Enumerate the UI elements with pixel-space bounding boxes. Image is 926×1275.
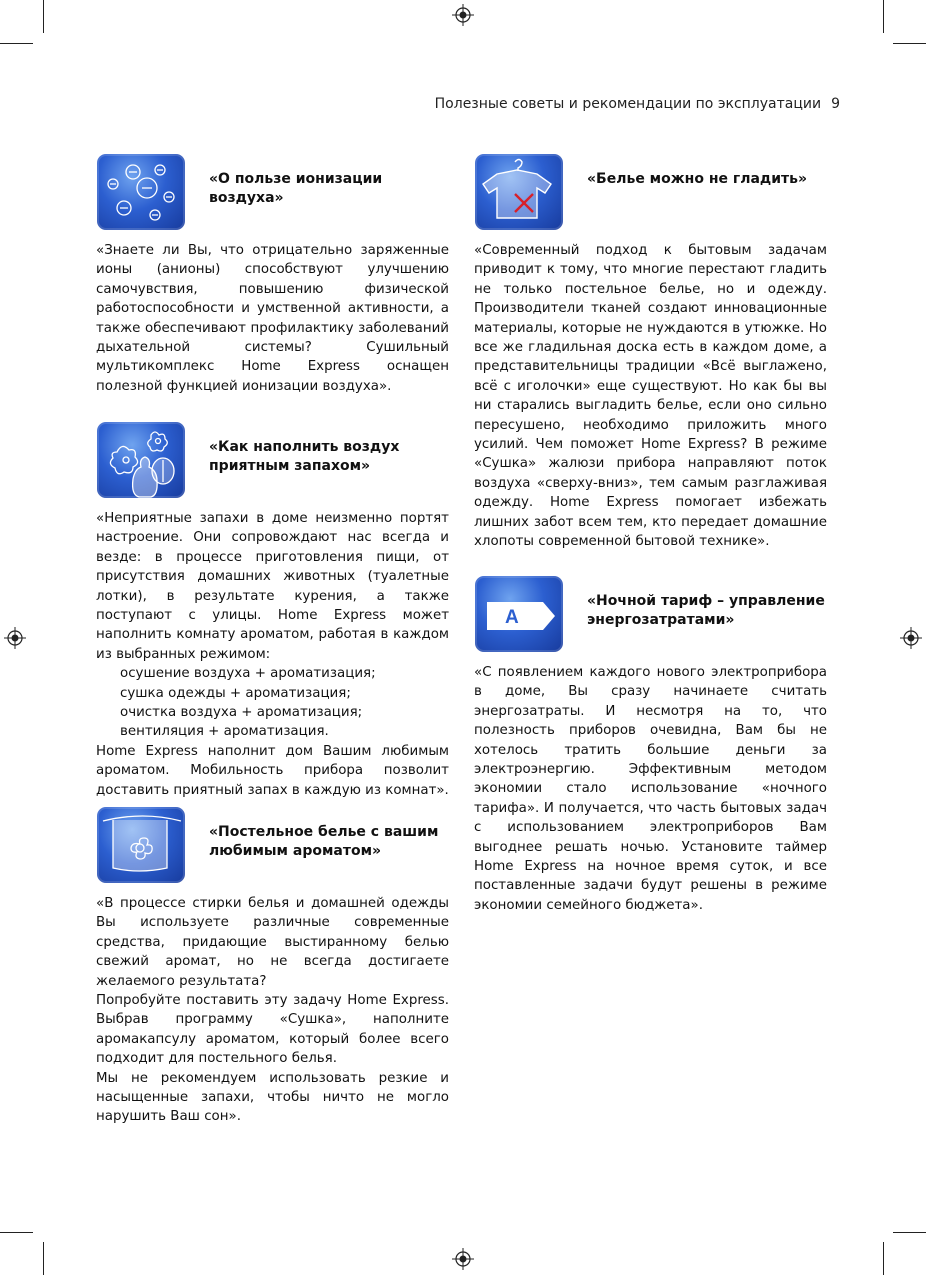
list-item: вентиляция + ароматизация. xyxy=(120,724,329,740)
crop-mark xyxy=(883,0,884,33)
section-title: «О пользе ионизации воздуха» xyxy=(209,171,383,206)
list-item: очистка воздуха + ароматизация; xyxy=(120,705,363,721)
energy-class-a-icon xyxy=(475,576,563,652)
section-paragraph: Попробуйте поставить эту задачу Home Express. Выбрав программу «Сушка», наполните аромакапсулу ароматом, который более всего подходит для постельного белья. xyxy=(96,993,449,1067)
list-item: осушение воздуха + ароматизация; xyxy=(120,666,376,682)
no-ironing-shirt-icon xyxy=(475,154,563,230)
crop-mark xyxy=(893,43,926,44)
section-paragraph: «Неприятные запахи в доме неизменно портят настроение. Они сопровождают нас всегда и везде: в процессе приготовления пищи, от присутствия домашних животных (туалетные лотки), в результате курения, а также поступают с улицы. Home Express может наполнить комнату ароматом, работая в каждом из выбранных режимом: xyxy=(96,511,449,662)
section-bed-linen xyxy=(96,807,449,1127)
section-paragraph: Home Express наполнит дом Вашим любимым ароматом. Мобильность прибора позволит доставить приятный запах в каждую из комнат». xyxy=(96,743,449,798)
section-paragraph: «С появлением каждого нового электроприбора в доме, Вы сразу начинаете считать энергозатраты. И несмотря на то, что полезность приборов очевидна, Вам бы не хотелось тратить большие деньги за электроэнергию. Эффективным методом экономии стало использование «ночного тарифа». И получается, что часть бытовых задач с использованием электроприборов Вам выгоднее решать ночью. Установите таймер Home Express на ночное время суток, и все поставленные задачи будут решены в режиме экономии семейного бюджета». xyxy=(474,665,827,913)
section-night-tariff xyxy=(474,576,827,915)
section-title: «Белье можно не гладить» xyxy=(587,171,808,187)
section-ionization xyxy=(96,154,449,396)
fruit-aroma-icon xyxy=(97,422,185,498)
section-paragraph: Мы не рекомендуем использовать резкие и насыщенные запахи, чтобы ничто не могло нарушить Ваш сон». xyxy=(96,1070,449,1125)
crop-mark xyxy=(0,1232,33,1233)
crop-mark xyxy=(43,0,44,33)
section-paragraph: «Знаете ли Вы, что отрицательно заряженные ионы (анионы) способствуют улучшению самочувствия, повышению физической работоспособности и умственной активности, а также обеспечивают профилактику заболеваний дыхательной системы? Сушильный мультикомплекс Home Express оснащен полезной функцией ионизации воздуха». xyxy=(96,243,449,394)
energy-class-letter: A xyxy=(505,607,519,628)
section-title: «Как наполнить воздух приятным запахом» xyxy=(209,439,400,474)
crop-mark xyxy=(0,43,33,44)
section-aroma xyxy=(96,422,449,800)
list-item: сушка одежды + ароматизация; xyxy=(120,685,351,701)
bed-linen-icon xyxy=(97,807,185,883)
air-ions-icon xyxy=(97,154,185,230)
registration-mark-icon xyxy=(452,4,474,26)
section-paragraph: «В процессе стирки белья и домашней одежды Вы используете различные современные средства, придающие выстиранному белью свежий аромат, но не всегда достигаете желаемого результата? xyxy=(96,896,449,989)
header-title: Полезные советы и рекомендации по эксплуатации xyxy=(434,96,822,112)
page-number: 9 xyxy=(831,96,840,112)
page-header xyxy=(435,96,840,112)
section-title: «Ночной тариф – управление энергозатратами» xyxy=(587,593,825,628)
crop-mark xyxy=(883,1242,884,1275)
crop-mark xyxy=(43,1242,44,1275)
crop-mark xyxy=(893,1232,926,1233)
registration-mark-icon xyxy=(900,627,922,649)
section-paragraph: «Современный подход к бытовым задачам приводит к тому, что многие перестают гладить не только постельное белье, но и одежду. Производители тканей создают инновационные материалы, которые не нуждаются в утюжке. Но все же гладильная доска есть в каждом доме, а представительницы традиции «Всё выглажено, всё с иголочки» еще существуют. Но как бы вы ни старались выгладить белье, если оно сильно пересушено, необходимо приложить много усилий. Чем поможет Home Express? В режиме «Сушка» жалюзи прибора направляют поток воздуха «сверху-вниз», тем самым разглаживая одежду. Home Express помогает избежать лишних забот всем тем, кто передает домашние хлопоты современной бытовой технике». xyxy=(474,243,827,550)
section-title: «Постельное белье с вашим любимым ароматом» xyxy=(209,824,439,859)
registration-mark-icon xyxy=(452,1248,474,1270)
section-no-ironing xyxy=(474,154,827,552)
registration-mark-icon xyxy=(4,627,26,649)
